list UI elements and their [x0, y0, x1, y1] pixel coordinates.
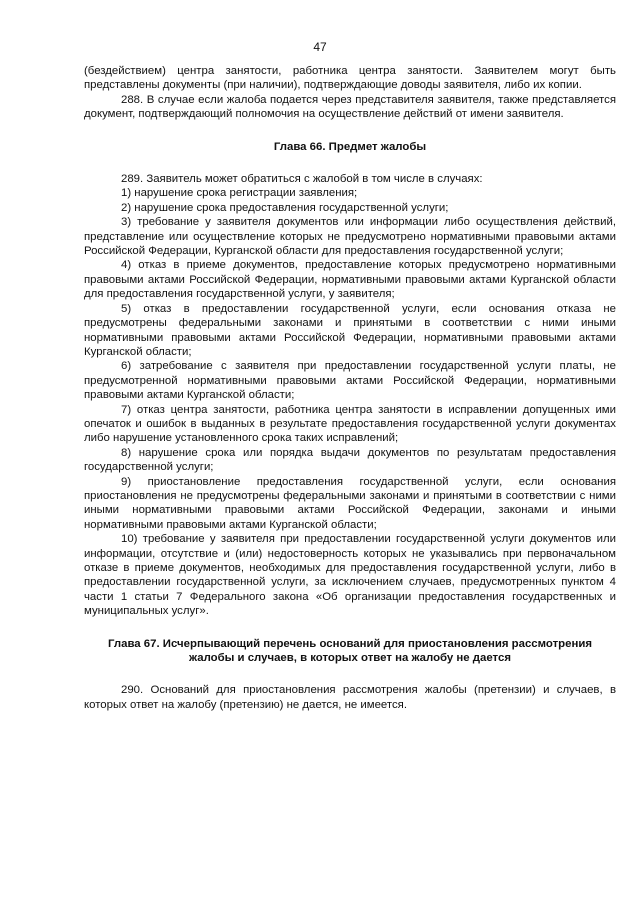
list-item-10: 10) требование у заявителя при предоставлении государственной услуги документов или информации, отсутствие и (или) недостоверность которых не указывались при первоначальном отказе в приеме документов, необходимых для предоставления государственной услуги, либо в предоставлении государственной услуги, за исключением случаев, предусмотренных пунктом 4 части 1 статьи 7 Федерального закона «Об организации предоставления государственных и муниципальных услуг». [84, 533, 616, 618]
list-item-7: 7) отказ центра занятости, работника центра занятости в исправлении допущенных ими опечаток и ошибок в выданных в результате предоставления государственной услуги документах либо нарушение установленного срока таких исправлений; [84, 403, 616, 445]
chapter-66-heading: Глава 66. Предмет жалобы [273, 140, 427, 153]
paragraph-288: 288. В случае если жалоба подается через представителя заявителя, также представляется документ, подтверждающий полномочия на осуществление действий от имени заявителя. [84, 93, 616, 121]
list-item-5: 5) отказ в предоставлении государственной услуги, если основания отказа не предусмотрены федеральными законами и принятыми в соответствии с ними иными нормативными правовыми актами Российской Федерации, нормативными правовыми актами Курганской области; [84, 302, 616, 358]
document-body [84, 64, 616, 712]
list-item-2: 2) нарушение срока предоставления государственной услуги; [121, 201, 449, 214]
chapter-67-heading: Глава 67. Исчерпывающий перечень оснований для приостановления рассмотрения жалобы и случаев, в которых ответ на жалобу не дается [108, 637, 592, 665]
list-item-6: 6) затребование с заявителя при предоставлении государственной услуги платы, не предусмотренной нормативными правовыми актами Российской Федерации, нормативными правовыми актами Курганской области; [84, 360, 616, 402]
page-number: 47 [313, 40, 327, 54]
list-item-1: 1) нарушение срока регистрации заявления; [121, 187, 358, 200]
paragraph-continuation: (бездействием) центра занятости, работника центра занятости. Заявителем могут быть представлены документы (при наличии), подтверждающие доводы заявителя, либо их копии. [84, 65, 616, 92]
paragraph-289: 289. Заявитель может обратиться с жалобой в том числе в случаях: [121, 173, 483, 186]
list-item-3: 3) требование у заявителя документов или информации либо осуществления действий, представление или осуществление которых не предусмотрено нормативными правовыми актами Российской Федерации, Курганской области для предоставления государственной услуги; [84, 216, 616, 258]
list-item-4: 4) отказ в приеме документов, предоставление которых предусмотрено нормативными правовыми актами Российской Федерации, нормативными правовыми актами Курганской области для предоставления государственной услуги, у заявителя; [84, 259, 616, 301]
paragraph-290: 290. Оснований для приостановления рассмотрения жалобы (претензии) и случаев, в которых ответ на жалобу (претензию) не дается, не имеется. [84, 684, 616, 711]
list-item-8: 8) нарушение срока или порядка выдачи документов по результатам предоставления государственной услуги; [84, 446, 616, 474]
list-item-9: 9) приостановление предоставления государственной услуги, если основания приостановления не предусмотрены федеральными законами и принятыми в соответствии с ними иными нормативными правовыми актами Российской Федерации, законами и иными нормативными правовыми актами Курганской области; [84, 475, 616, 531]
